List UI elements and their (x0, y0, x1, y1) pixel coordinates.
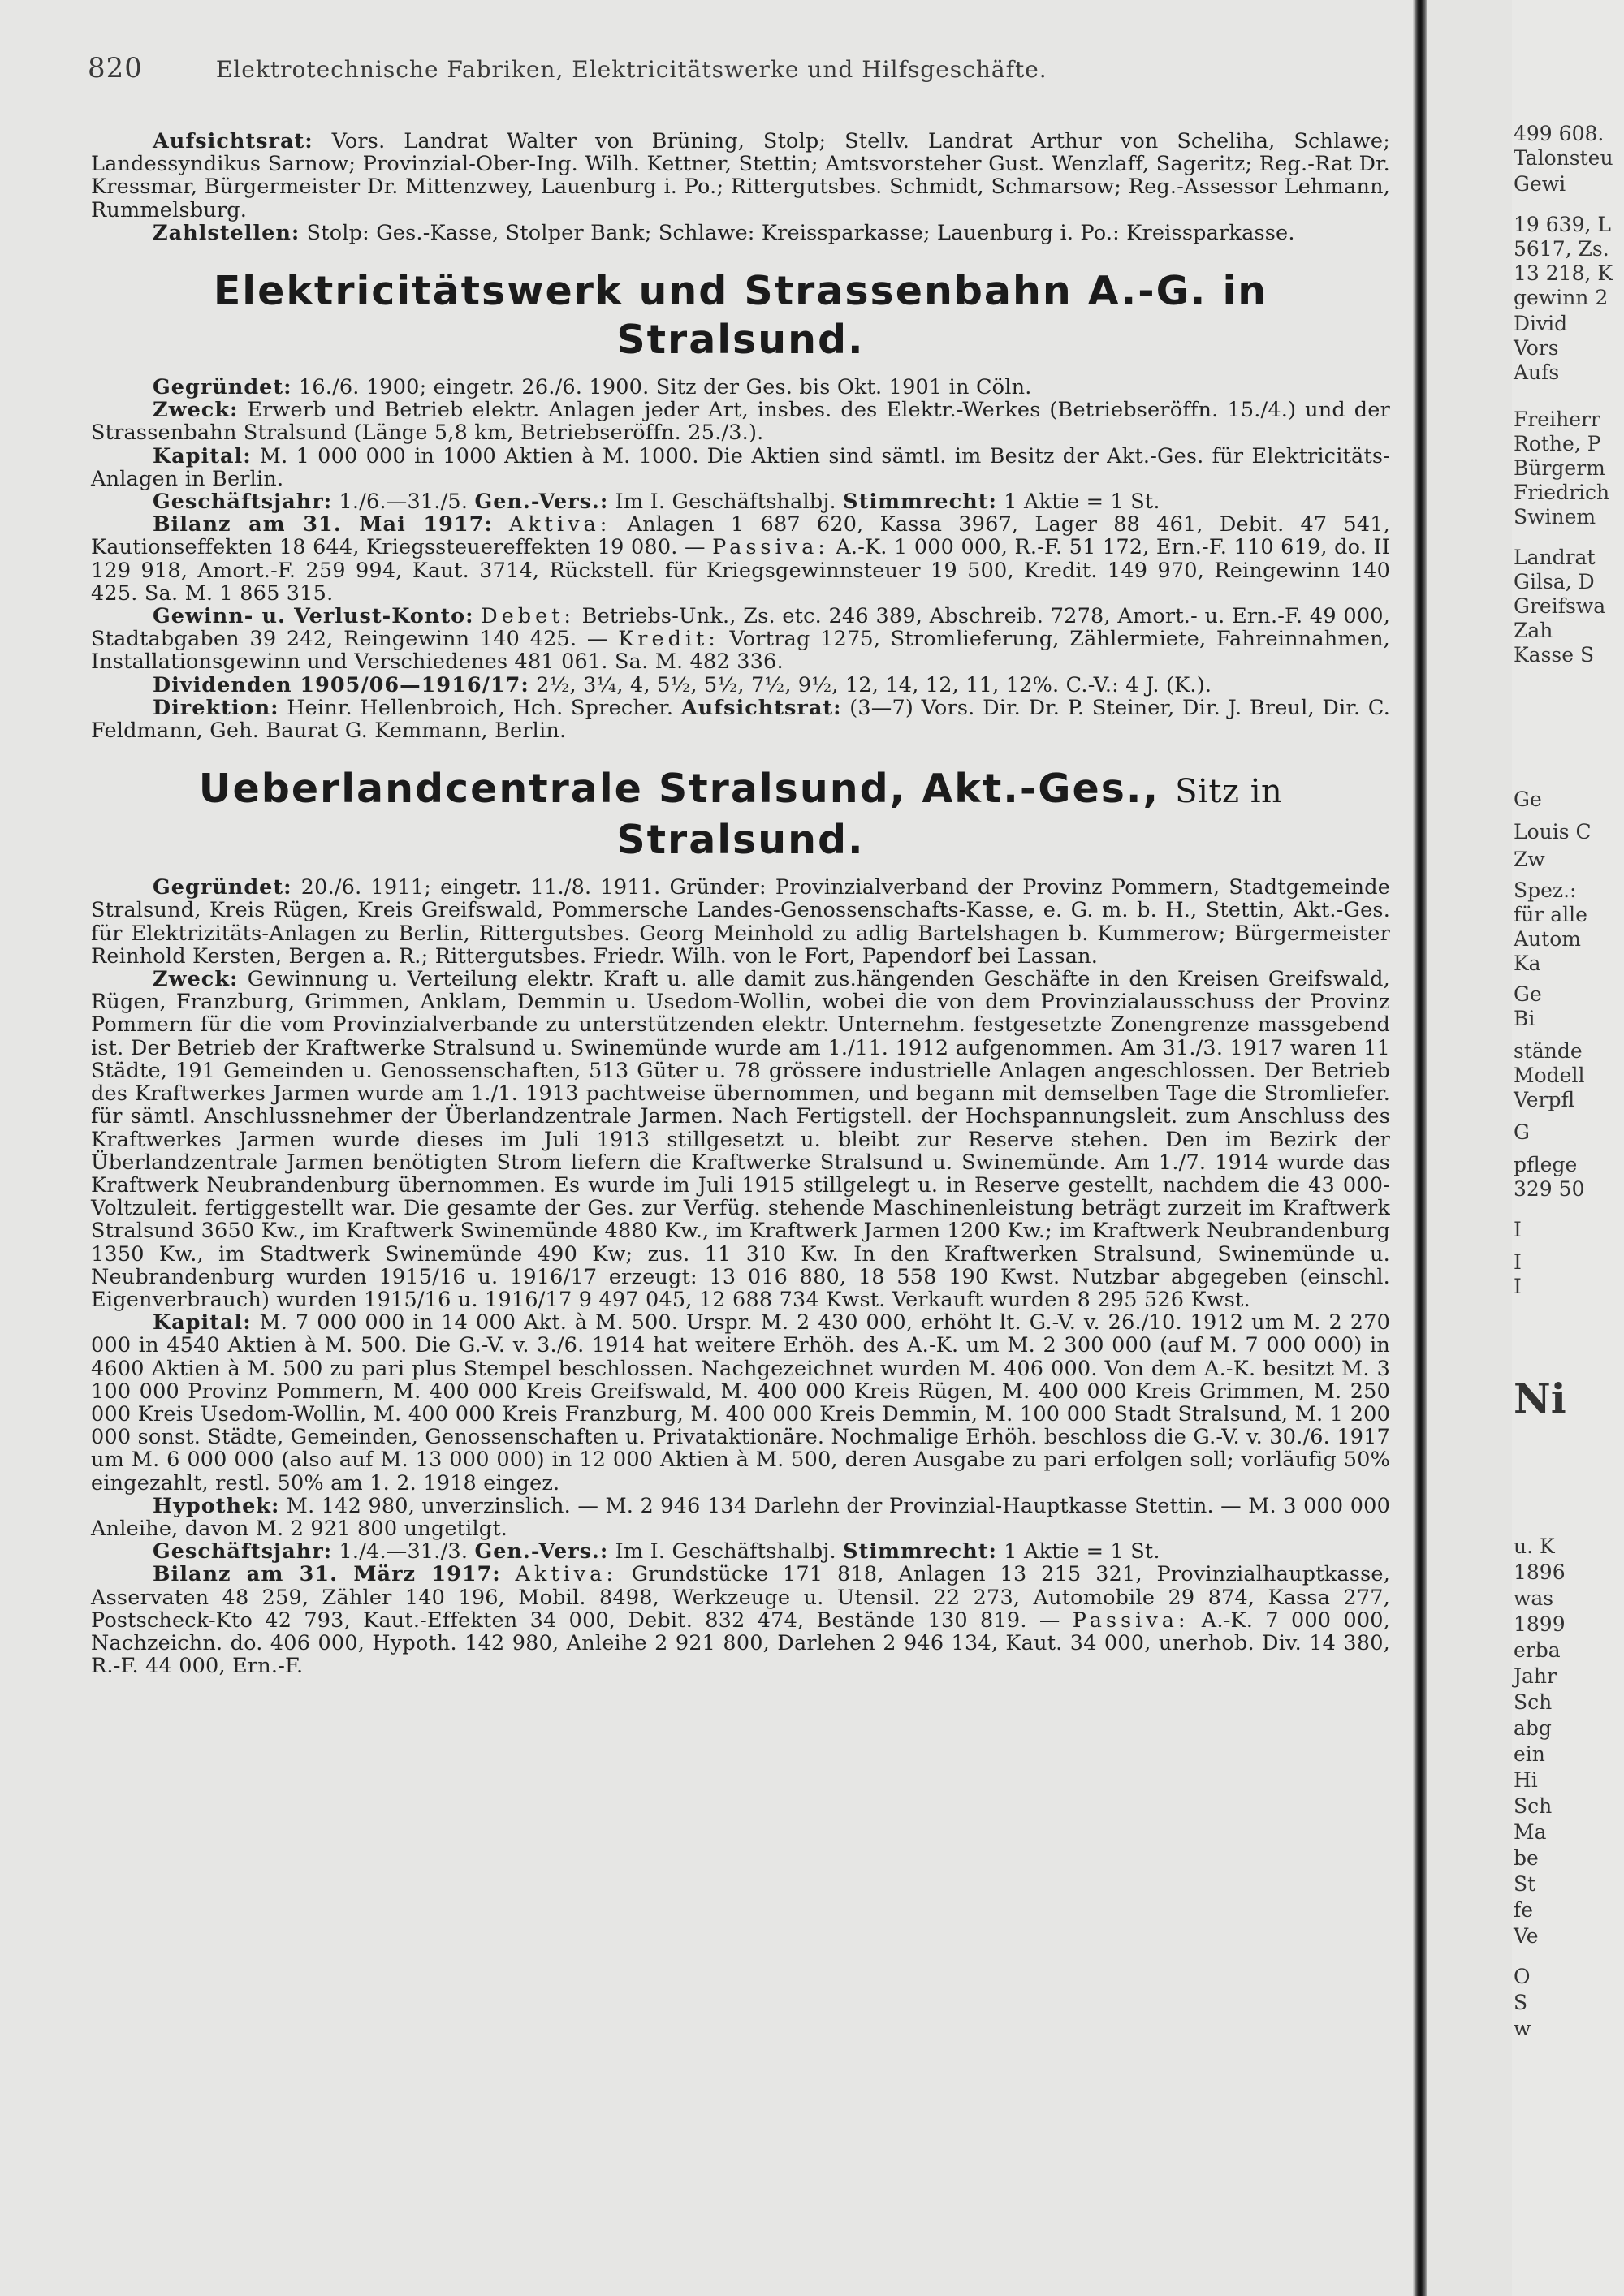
s1-dividenden (91, 674, 1390, 697)
facing-page-line: Divid (1514, 312, 1568, 335)
body-text: Vors. Landrat Walter von Brüning, Stolp; Stellv. Landrat Arthur von Scheliha, Schlawe; Landessyndikus Sarnow; Provinzial-Ober-Ing. Wilh. Kettner, Stettin; Amtsvorsteher Gust. Wenzlaff, Sageritz; Reg.-Rat Dr. Kressmar, Bürgermeister Dr. Mittenzwey, Lauenburg i. Po.; Rittergutsbes. Schmidt, Schmarsow; Reg.-Assessor Lehmann, Rummelsburg. (91, 129, 1390, 222)
body-text: A.-K. 7 000 000, Nachzeichn. do. 406 000, Hypoth. 142 980, Anleihe 2 921 800, Darlehen 2 946 134, Kaut. 34 000, unerhob. Div. 14 380, R.-F. 44 000, Ern.-F. (91, 1608, 1391, 1679)
label: Hypothek: (153, 1493, 280, 1518)
facing-page-line: Zah (1514, 619, 1553, 642)
title-place: Stralsund. (616, 817, 865, 864)
facing-page-line: Hi (1514, 1768, 1538, 1792)
facing-page-line: Rothe, P (1514, 432, 1601, 455)
facing-page-line: Ni (1514, 1375, 1566, 1422)
s1-kapital (91, 445, 1390, 490)
facing-page-line: abg (1514, 1716, 1552, 1740)
label: Gewinn- u. Verlust-Konto: (153, 604, 474, 629)
aktiva-word: Aktiva: (515, 1562, 617, 1587)
label: Kapital: (153, 1310, 252, 1336)
facing-page-line: 499 608. (1514, 122, 1605, 145)
body-text: Stolp: Ges.-Kasse, Stolper Bank; Schlawe: Kreissparkasse; Lauenburg i. Po.: Kreissparkasse. (306, 220, 1295, 245)
body-text: 1 Aktie = 1 St. (1004, 490, 1160, 515)
facing-page-line: Gewi (1514, 172, 1566, 196)
facing-page-line: I (1514, 1275, 1522, 1298)
facing-page-line: Greifswa (1514, 594, 1606, 618)
body-text: 16./6. 1900; eingetr. 26./6. 1900. Sitz der Ges. bis Okt. 1901 in Cöln. (298, 375, 1032, 400)
s2-hypothek (91, 1495, 1390, 1540)
facing-page-line: w (1514, 2017, 1531, 2040)
s1-zweck (91, 399, 1390, 444)
body-text: Grundstücke 171 818, Anlagen 13 215 321, Provinzialhauptkasse, Asservaten 48 259, Zähler 140 196, Mobil. 8498, Werkzeuge u. Utensil. 22 273, Automobile 29 874, Kassa 277, Postscheck-Kto 42 793, Kaut.-Effekten 34 000, Debit. 832 474, Bestände 130 819. — (91, 1562, 1391, 1633)
facing-page-line: Gilsa, D (1514, 570, 1595, 593)
facing-page-line: 19 639, L (1514, 213, 1611, 236)
body-text: A.-K. 1 000 000, R.-F. 51 172, Ern.-F. 110 619, do. II 129 918, Amort.-F. 259 994, Kaut. 3714, Rückstell. für Kriegsgewinnsteuer 19 500, Kredit. 149 970, Reingewinn 140 425. Sa. M. 1 865 315. (91, 535, 1391, 606)
s2-gegruendet (91, 876, 1390, 968)
section-2-title (91, 765, 1390, 865)
facing-page-line: Verpfl (1514, 1088, 1575, 1111)
intro-zahlstellen (91, 222, 1390, 244)
facing-page-line: 5617, Zs. (1514, 237, 1609, 261)
facing-page-line: gewinn 2 (1514, 286, 1609, 309)
label: Gegründet: (153, 875, 292, 900)
facing-page-line: Landrat (1514, 546, 1596, 569)
facing-page-line: Bi (1514, 1007, 1535, 1030)
label: Zweck: (153, 398, 239, 423)
body-text: Heinr. Hellenbroich, Hch. Sprecher. (287, 695, 674, 720)
running-header (88, 52, 1387, 84)
facing-page-line: Ve (1514, 1924, 1539, 1948)
facing-page-line: St (1514, 1872, 1536, 1896)
facing-page-line: S (1514, 1991, 1528, 2014)
facing-page-line: ein (1514, 1742, 1545, 1766)
facing-page-line: 13 218, K (1514, 261, 1613, 285)
label: Gen.-Vers.: (474, 1539, 609, 1564)
facing-page-line: Swinem (1514, 505, 1596, 529)
body-text: Im I. Geschäftshalbj. (615, 490, 836, 515)
label: Bilanz am 31. März 1917: (153, 1562, 501, 1587)
s1-guv (91, 605, 1390, 674)
facing-page-line: Ge (1514, 788, 1542, 811)
s1-bilanz (91, 513, 1390, 605)
body-text: Erwerb und Betrieb elektr. Anlagen jeder Art, insbes. des Elektr.-Werkes (Betriebseröffn. 15./4.) und der Strassenbahn Stralsund (Länge 5,8 km, Betriebseröffn. 25./3.). (91, 398, 1390, 446)
facing-page-line: I (1514, 1250, 1522, 1274)
facing-page-line: Sch (1514, 1690, 1553, 1714)
body-text: Vortrag 1275, Stromlieferung, Zählermiete, Fahreinnahmen, Installationsgewinn und Verschiedenes 481 061. Sa. M. 482 336. (91, 627, 1390, 675)
facing-page-line: u. K (1514, 1534, 1555, 1558)
body-text: Gewinnung u. Verteilung elektr. Kraft u. alle damit zus.hängenden Geschäfte in den Kreisen Greifswald, Rügen, Franzburg, Grimmen, Anklam, Demmin u. Usedom-Wollin, wobei die von dem Provinzialausschuss der Provinz Pommern für die vom Provinzialverbande zu unterstützenden elektr. Unternehm. festgesetzte Zonengrenze massgebend ist. Der Betrieb der Kraftwerke Stralsund u. Swinemünde wurde am 1./11. 1912 aufgenommen. Am 31./3. 1917 waren 11 Städte, 191 Gemeinden u. Genossenschaften, 513 Güter u. 78 grössere industrielle Anlagen angeschlossen. Der Betrieb des Kraftwerkes Jarmen wurde am 1./1. 1913 pachtweise übernommen, und begann mit demselben Tage die Stromliefer. für sämtl. Anschlussnehmer der Überlandzentrale Jarmen. Nach Fertigstell. der Hochspannungsleit. zum Anschluss des Kraftwerkes Jarmen wurde dieses im Juli 1913 stillgesetzt u. bleibt zur Reserve stehen. Den im Bezirk der Überlandzentrale Jarmen benötigten Strom liefern die Kraftwerke Stralsund u. Swinemünde. Am 1./7. 1914 wurde das Kraftwerk Neubrandenburg übernommen. Es wurde im Juli 1915 stillgelegt u. in Reserve gestellt, nachdem die 43 000-Voltzuleit. fertiggestellt war. Die gesamte der Ges. zur Verfüg. stehende Maschinenleistung beträgt zurzeit im Kraftwerk Stralsund 3650 Kw., im Kraftwerk Swinemünde 4880 Kw., im Kraftwerk Jarmen 1200 Kw.; im Kraftwerk Neubrandenburg 1350 Kw., im Stadtwerk Swinemünde 490 Kw; zus. 11 310 Kw. In den Kraftwerken Stralsund, Swinemünde u. Neubrandenburg wurden 1915/16 u. 1916/17 erzeugt: 13 016 880, 18 558 190 Kwst. Nutzbar abgegeben (einschl. Eigenverbrauch) wurden 1915/16 u. 1916/17 9 497 045, 12 688 734 Kwst. Verkauft wurden 8 295 526 Kwst. (91, 967, 1390, 1312)
facing-page-line: Ka (1514, 952, 1541, 975)
body-text: 1./4.—31./3. (339, 1539, 469, 1564)
title-connector: Sitz in (1175, 773, 1283, 811)
label: Zahlstellen: (153, 220, 300, 245)
s1-gegruendet (91, 376, 1390, 399)
body-text: 20./6. 1911; eingetr. 11./8. 1911. Gründer: Provinzialverband der Provinz Pommern, Stadtgemeinde Stralsund, Kreis Rügen, Kreis Greifswald, Pommersche Landes-Genossenschafts-Kasse, e. G. m. b. H., Stettin, Akt.-Ges. für Elektrizitäts-Anlagen zu Berlin, Rittergutsbes. Georg Meinhold zu adlig Bartelshagen b. Kummerow; Bürgermeister Reinhold Kersten, Bergen a. R.; Rittergutsbes. Friedr. Wilh. von le Fort, Papendorf bei Lassan. (91, 875, 1391, 969)
body-text: Anlagen 1 687 620, Kassa 3967, Lager 88 461, Debit. 47 541, Kautionseffekten 18 644, Kriegssteuereffekten 19 080. — (91, 512, 1391, 560)
facing-page-line: Aufs (1514, 360, 1560, 384)
facing-page-line: Bürgerm (1514, 456, 1605, 480)
text-column (91, 130, 1390, 1677)
label: Kapital: (153, 443, 252, 468)
facing-page-line: fe (1514, 1898, 1534, 1922)
book-gutter (1413, 0, 1427, 2296)
body-text: 1 Aktie = 1 St. (1004, 1539, 1160, 1564)
label: Gegründet: (153, 375, 292, 400)
title-main: Ueberlandcentrale Stralsund, Akt.-Ges., (198, 766, 1160, 813)
label: Gen.-Vers.: (474, 490, 609, 515)
aktiva-word: Aktiva: (508, 512, 611, 537)
body-text: Im I. Geschäftshalbj. (615, 1539, 836, 1564)
s1-direktion (91, 697, 1390, 742)
facing-page-line: Vors (1514, 336, 1559, 360)
label: Dividenden 1905/06—1916/17: (153, 672, 529, 697)
s2-bilanz (91, 1563, 1390, 1677)
intro-aufsichtsrat (91, 130, 1390, 222)
facing-page-line: Freiherr (1514, 408, 1600, 431)
s2-zweck (91, 968, 1390, 1311)
page-number: 820 (88, 52, 143, 84)
passiva-word: Passiva: (712, 535, 829, 560)
body-text: M. 1 000 000 in 1000 Aktien à M. 1000. Die Aktien sind sämtl. im Besitz der Akt.-Ges. für Elektricitäts-Anlagen in Berlin. (91, 443, 1391, 491)
label: Stimmrecht: (843, 1539, 997, 1564)
facing-page-line: Ma (1514, 1820, 1547, 1844)
facing-page-line: Ge (1514, 982, 1542, 1006)
facing-page-line: Jahr (1514, 1664, 1557, 1688)
facing-page-fragment (1512, 0, 1624, 2296)
facing-page-line: I (1514, 1218, 1522, 1241)
body-text: M. 7 000 000 in 14 000 Akt. à M. 500. Urspr. M. 2 430 000, erhöht lt. G.-V. v. 26./10. 1912 um M. 2 270 000 in 4540 Aktien à M. 500. Die G.-V. v. 3./6. 1914 hat weitere Erhöh. des A.-K. um M. 2 300 000 (auf M. 7 000 000) in 4600 Aktien à M. 500 zu pari plus Stempel beschlossen. Nachgezeichnet wurden M. 406 000. Von dem A.-K. besitzt M. 3 100 000 Provinz Pommern, M. 400 000 Kreis Greifswald, M. 400 000 Kreis Rügen, M. 400 000 Kreis Grimmen, M. 250 000 Kreis Usedom-Wollin, M. 400 000 Kreis Franzburg, M. 400 000 Kreis Demmin, M. 100 000 Stadt Stralsund, M. 1 200 000 sonst. Städte, Gemeinden, Genossenschaften u. Privataktionäre. Nochmalige Erhöh. beschloss die G.-V. v. 30./6. 1917 um M. 6 000 000 (also auf M. 13 000 000) in 12 000 Aktien à M. 500, deren Ausgabe zu pari erfolgen soll; vorläufig 50% eingezahlt, restl. 50% am 1. 2. 1918 eingez. (91, 1310, 1390, 1495)
label: Zweck: (153, 967, 239, 992)
facing-page-line: Zw (1514, 848, 1545, 871)
facing-page-line: 1896 (1514, 1560, 1566, 1584)
label: Bilanz am 31. Mai 1917: (153, 512, 493, 537)
facing-page-line: be (1514, 1846, 1539, 1870)
facing-page-line: Talonsteu (1514, 146, 1613, 170)
facing-page-line: pflege (1514, 1153, 1578, 1176)
passiva-word: Passiva: (1072, 1608, 1190, 1633)
facing-page-line: 1899 (1514, 1612, 1566, 1636)
section-1-title: Elektricitätswerk und Strassenbahn A.-G. in Stralsund. (213, 268, 1268, 364)
kredit-word: Kredit: (618, 627, 719, 652)
debet-word: Debet: (481, 604, 576, 629)
facing-page-line: Kasse S (1514, 643, 1595, 667)
facing-page-line: Autom (1514, 927, 1581, 951)
facing-page-line: O (1514, 1965, 1531, 1988)
s1-geschaeftsjahr (91, 490, 1390, 513)
facing-page-line: Friedrich (1514, 481, 1610, 504)
facing-page-line: für alle (1514, 903, 1587, 926)
body-text: 1./6.—31./5. (339, 490, 469, 515)
facing-page-line: Sch (1514, 1794, 1553, 1818)
facing-page-line: stände (1514, 1039, 1583, 1063)
label: Direktion: (153, 695, 279, 720)
label: Geschäftsjahr: (153, 490, 333, 515)
label: Aufsichtsrat: (680, 695, 842, 720)
facing-page-line: Modell (1514, 1064, 1585, 1087)
label: Geschäftsjahr: (153, 1539, 333, 1564)
s2-geschaeftsjahr (91, 1540, 1390, 1563)
s2-kapital (91, 1311, 1390, 1495)
facing-page-line: G (1514, 1120, 1530, 1144)
facing-page-line: Spez.: (1514, 878, 1577, 902)
body-text: 2½, 3¼, 4, 5½, 5½, 7½, 9½, 12, 14, 12, 11, 12%. C.-V.: 4 J. (K.). (536, 672, 1212, 697)
running-title: Elektrotechnische Fabriken, Elektricitätswerke und Hilfsgeschäfte. (215, 56, 1047, 83)
facing-page-line: Louis C (1514, 820, 1592, 844)
facing-page-line: was (1514, 1586, 1554, 1610)
facing-page-line: 329 50 (1514, 1177, 1585, 1201)
body-text: M. 142 980, unverzinslich. — M. 2 946 134 Darlehn der Provinzial-Hauptkasse Stettin. — M. 3 000 000 Anleihe, davon M. 2 921 800 ungetilgt. (91, 1493, 1391, 1541)
body-text: (3—7) Vors. Dir. Dr. P. Steiner, Dir. J. Breul, Dir. C. Feldmann, Geh. Baurat G. Kemmann, Berlin. (91, 695, 1391, 744)
facing-page-line: erba (1514, 1638, 1561, 1662)
label: Aufsichtsrat: (153, 129, 313, 153)
body-text: Betriebs-Unk., Zs. etc. 246 389, Abschreib. 7278, Amort.- u. Ern.-F. 49 000, Stadtabgaben 39 242, Reingewinn 140 425. — (91, 604, 1391, 652)
label: Stimmrecht: (843, 490, 997, 515)
